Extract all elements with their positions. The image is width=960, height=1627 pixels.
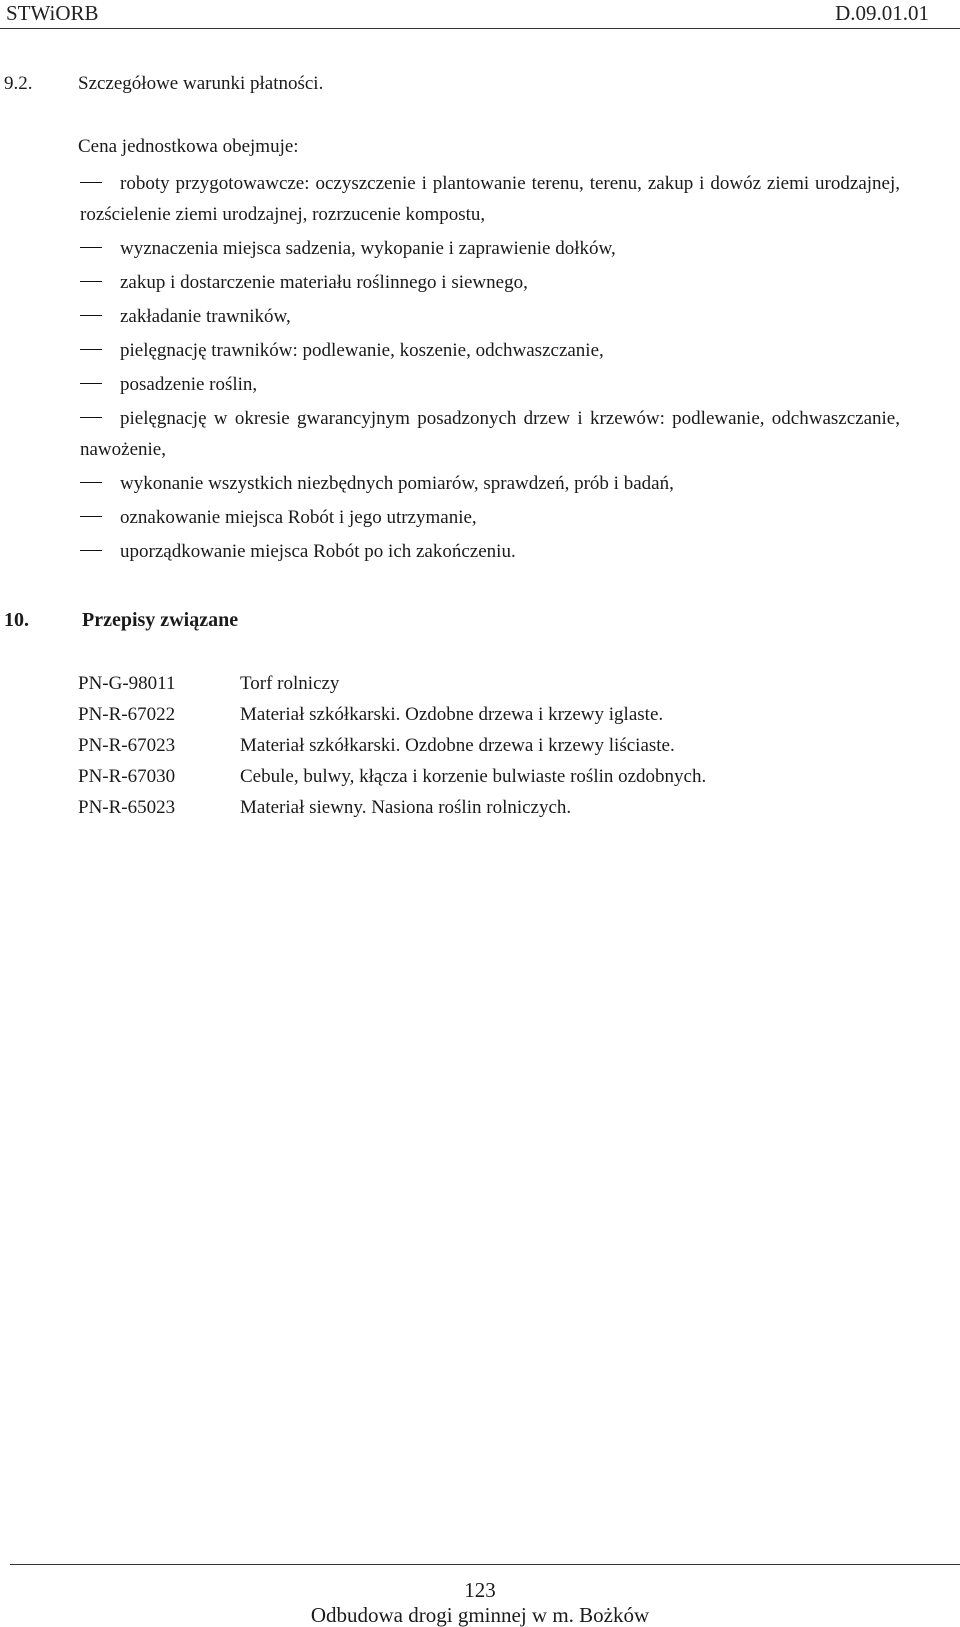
section-9-2-number: 9.2. bbox=[4, 73, 33, 94]
list-item bbox=[80, 335, 900, 366]
norm-description: Torf rolniczy bbox=[240, 673, 340, 694]
list-item bbox=[80, 502, 900, 533]
page-number: 123 bbox=[464, 1578, 496, 1602]
dash-bullet-icon bbox=[80, 315, 102, 316]
list-item-text: oznakowanie miejsca Robót i jego utrzymanie, bbox=[120, 507, 477, 528]
list-item bbox=[80, 267, 900, 298]
norm-row bbox=[78, 668, 706, 699]
norm-row bbox=[78, 792, 706, 823]
norm-description: Materiał siewny. Nasiona roślin rolniczych. bbox=[240, 797, 572, 818]
list-item bbox=[80, 168, 900, 230]
payment-items-list bbox=[80, 168, 900, 570]
dash-bullet-icon bbox=[80, 482, 102, 483]
list-item-text: zakup i dostarczenie materiału roślinnego i siewnego, bbox=[120, 272, 528, 293]
list-item bbox=[80, 369, 900, 400]
norm-code: PN-G-98011 bbox=[78, 673, 176, 694]
dash-bullet-icon bbox=[80, 383, 102, 384]
norm-row bbox=[78, 699, 706, 730]
norm-code: PN-R-65023 bbox=[78, 797, 176, 818]
dash-bullet-icon bbox=[80, 182, 102, 183]
norms-list bbox=[78, 668, 706, 823]
section-10-number: 10. bbox=[4, 609, 29, 631]
dash-bullet-icon bbox=[80, 349, 102, 350]
norm-code: PN-R-67022 bbox=[78, 704, 176, 725]
list-item-text: zakładanie trawników, bbox=[120, 306, 291, 327]
list-item-text: pielęgnację w okresie gwarancyjnym posadzonych drzew i krzewów: podlewanie, odchwaszczanie, nawożenie, bbox=[80, 408, 900, 460]
list-item bbox=[80, 301, 900, 332]
section-9-2-heading bbox=[4, 72, 323, 96]
dash-bullet-icon bbox=[80, 247, 102, 248]
list-item-text: wyznaczenia miejsca sadzenia, wykopanie i zaprawienie dołków, bbox=[120, 238, 616, 259]
norm-row bbox=[78, 761, 706, 792]
header-left: STWiORB bbox=[6, 1, 99, 25]
list-item bbox=[80, 468, 900, 499]
section-10-heading bbox=[4, 608, 238, 632]
list-item-text: wykonanie wszystkich niezbędnych pomiarów, sprawdzeń, prób i badań, bbox=[120, 473, 674, 494]
header-right: D.09.01.01 bbox=[835, 1, 929, 25]
norm-code: PN-R-67023 bbox=[78, 735, 176, 756]
intro-text: Cena jednostkowa obejmuje: bbox=[78, 136, 299, 157]
list-item-text: pielęgnację trawników: podlewanie, koszenie, odchwaszczanie, bbox=[120, 340, 604, 361]
list-item bbox=[80, 536, 900, 567]
footer-title: Odbudowa drogi gminnej w m. Bożków bbox=[310, 1603, 650, 1627]
norm-description: Cebule, bulwy, kłącza i korzenie bulwiaste roślin ozdobnych. bbox=[240, 766, 707, 787]
list-item-text: roboty przygotowawcze: oczyszczenie i plantowanie terenu, terenu, zakup i dowóz ziemi urodzajnej, rozścielenie ziemi urodzajnej, rozrzucenie kompostu, bbox=[80, 173, 900, 225]
list-item-text: uporządkowanie miejsca Robót po ich zakończeniu. bbox=[120, 541, 516, 562]
header-divider bbox=[0, 28, 960, 29]
list-item bbox=[80, 403, 900, 465]
section-10-title: Przepisy związane bbox=[82, 609, 239, 631]
norm-description: Materiał szkółkarski. Ozdobne drzewa i krzewy liściaste. bbox=[240, 735, 675, 756]
dash-bullet-icon bbox=[80, 417, 102, 418]
norm-code: PN-R-67030 bbox=[78, 766, 176, 787]
dash-bullet-icon bbox=[80, 281, 102, 282]
norm-row bbox=[78, 730, 706, 761]
list-item bbox=[80, 233, 900, 264]
norm-description: Materiał szkółkarski. Ozdobne drzewa i krzewy iglaste. bbox=[240, 704, 664, 725]
dash-bullet-icon bbox=[80, 550, 102, 551]
section-9-2-title: Szczegółowe warunki płatności. bbox=[78, 73, 324, 94]
list-item-text: posadzenie roślin, bbox=[120, 374, 258, 395]
footer-divider bbox=[10, 1564, 960, 1565]
dash-bullet-icon bbox=[80, 516, 102, 517]
